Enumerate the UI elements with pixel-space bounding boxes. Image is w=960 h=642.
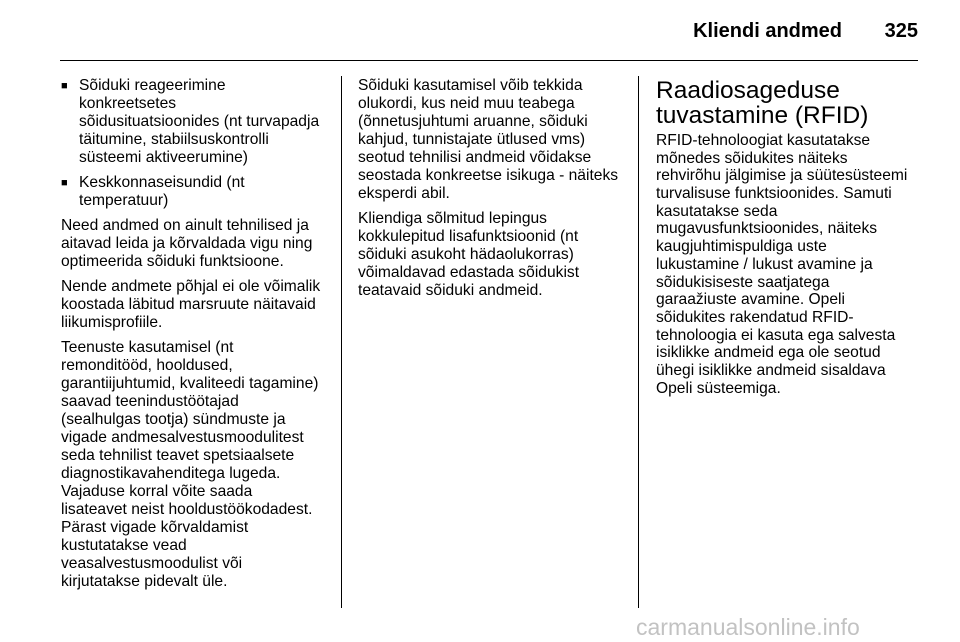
text-line: Opeli süsteemiga. xyxy=(656,379,781,397)
text-line: Vajaduse korral võite saada xyxy=(61,483,253,500)
text-line: aitavad leida ja kõrvaldada vigu ning xyxy=(61,235,313,252)
text-line: Sõiduki kasutamisel võib tekkida xyxy=(358,77,583,94)
text-column-middle xyxy=(358,77,630,307)
paragraph xyxy=(358,210,630,300)
text-line: remonditööd, hooldused, xyxy=(61,357,233,374)
text-line: RFID-tehnoloogiat kasutatakse xyxy=(656,132,871,149)
page-number: 325 xyxy=(884,20,918,42)
text-line: täitumine, stabiilsuskontrolli xyxy=(79,131,269,148)
text-line: vigade andmesalvestusmoodulitest xyxy=(61,429,304,446)
text-line: saavad teenindustöötajad xyxy=(61,393,239,410)
text-line: seotud tehnilisi andmeid võidakse xyxy=(358,149,592,166)
text-line: koostada läbitud marsruute näitavaid xyxy=(61,296,316,313)
text-line: olukordi, kus neid muu teabega xyxy=(358,95,575,112)
bullet-square-icon: ■ xyxy=(61,80,68,92)
running-title: Kliendi andmed xyxy=(693,20,842,42)
heading-line: tuvastamine (RFID) xyxy=(656,102,869,129)
text-line: (sealhulgas tootja) sündmuste ja xyxy=(61,411,286,428)
text-line: isiklikke andmeid ega ole seotud xyxy=(656,344,881,362)
text-column-right xyxy=(656,77,948,404)
text-line: turvalisuse funktsioonides. Samuti xyxy=(656,185,892,203)
text-line: temperatuur) xyxy=(79,192,169,209)
text-line: Pärast vigade kõrvaldamist xyxy=(61,519,249,536)
text-line: rehvirõhu jälgimise ja süütesüsteemi xyxy=(656,167,908,185)
text-line: sõidukites rakendatud RFID- xyxy=(656,308,854,326)
text-line: kahjud, tunnistajate ütlused vms) xyxy=(358,131,586,148)
column-divider-left xyxy=(341,76,342,608)
text-line: kasutatakse seda xyxy=(656,202,778,220)
text-line: Sõiduki reageerimine xyxy=(79,77,226,94)
section-heading xyxy=(656,78,948,128)
text-line: lukustamine / lukust avamine ja xyxy=(656,255,873,273)
text-line: Keskkonnaseisundid (nt xyxy=(79,174,245,191)
text-line: garaažiuste avamine. Opeli xyxy=(656,291,845,309)
text-column-left xyxy=(61,77,333,598)
text-line: eksperdi abil. xyxy=(358,185,450,202)
text-line: sõiduki asukoht hädaolukorras) xyxy=(358,246,574,263)
text-line: teatavaid sõiduki andmeid. xyxy=(358,282,543,299)
text-line: süsteemi aktiveerumine) xyxy=(79,149,248,166)
paragraph xyxy=(61,278,333,332)
text-line: diagnostikavahenditega lugeda. xyxy=(61,465,281,482)
paragraph xyxy=(656,132,948,397)
text-line: kustutatakse vead xyxy=(61,537,187,554)
text-line: seda tehnilist teavet spetsiaalsete xyxy=(61,447,295,464)
text-line: lisateavet neist hooldustöökodadest. xyxy=(61,501,313,518)
text-line: tehnoloogia ei kasuta ega salvesta xyxy=(656,326,896,344)
text-line: võimaldavad edastada sõidukist xyxy=(358,264,580,281)
text-line: Teenuste kasutamisel (nt xyxy=(61,339,234,356)
text-line: (õnnetusjuhtumi aruanne, sõiduki xyxy=(358,113,588,130)
text-line: optimeerida sõiduki funktsioone. xyxy=(61,253,284,270)
text-line: kokkulepitud lisafunktsioonid (nt xyxy=(358,228,579,245)
bullet-square-icon: ■ xyxy=(61,177,68,189)
text-line: Nende andmete põhjal ei ole võimalik xyxy=(61,278,321,295)
bullet-item xyxy=(61,77,333,167)
text-line: sõidusituatsioonides (nt turvapadja xyxy=(79,113,320,130)
text-line: liikumisprofiile. xyxy=(61,314,163,331)
text-line: kaugjuhtimispuldiga uste xyxy=(656,238,827,256)
paragraph xyxy=(358,77,630,203)
watermark-text: carmanualsonline.info xyxy=(636,614,860,640)
bullet-item xyxy=(61,174,333,210)
header-rule xyxy=(60,60,918,61)
paragraph xyxy=(61,217,333,271)
paragraph xyxy=(61,339,333,591)
text-line: mõnedes sõidukites näiteks xyxy=(656,149,848,167)
text-line: kirjutatakse pidevalt üle. xyxy=(61,573,228,590)
text-line: konkreetsetes xyxy=(79,95,177,112)
text-line: Kliendiga sõlmitud lepingus xyxy=(358,210,547,227)
text-line: Need andmed on ainult tehnilised ja xyxy=(61,217,309,234)
text-line: seostada konkreetse isikuga - näiteks xyxy=(358,167,619,184)
text-line: ühegi isiklikke andmeid sisaldava xyxy=(656,361,886,379)
text-line: mugavusfunktsioonides, näiteks xyxy=(656,220,878,238)
heading-line: Raadiosageduse xyxy=(656,77,840,104)
column-divider-right xyxy=(638,76,639,608)
text-line: veasalvestusmoodulist või xyxy=(61,555,243,572)
text-line: sõidukisiseste saatjatega xyxy=(656,273,830,291)
text-line: garantiijuhtumid, kvaliteedi tagamine) xyxy=(61,375,319,392)
